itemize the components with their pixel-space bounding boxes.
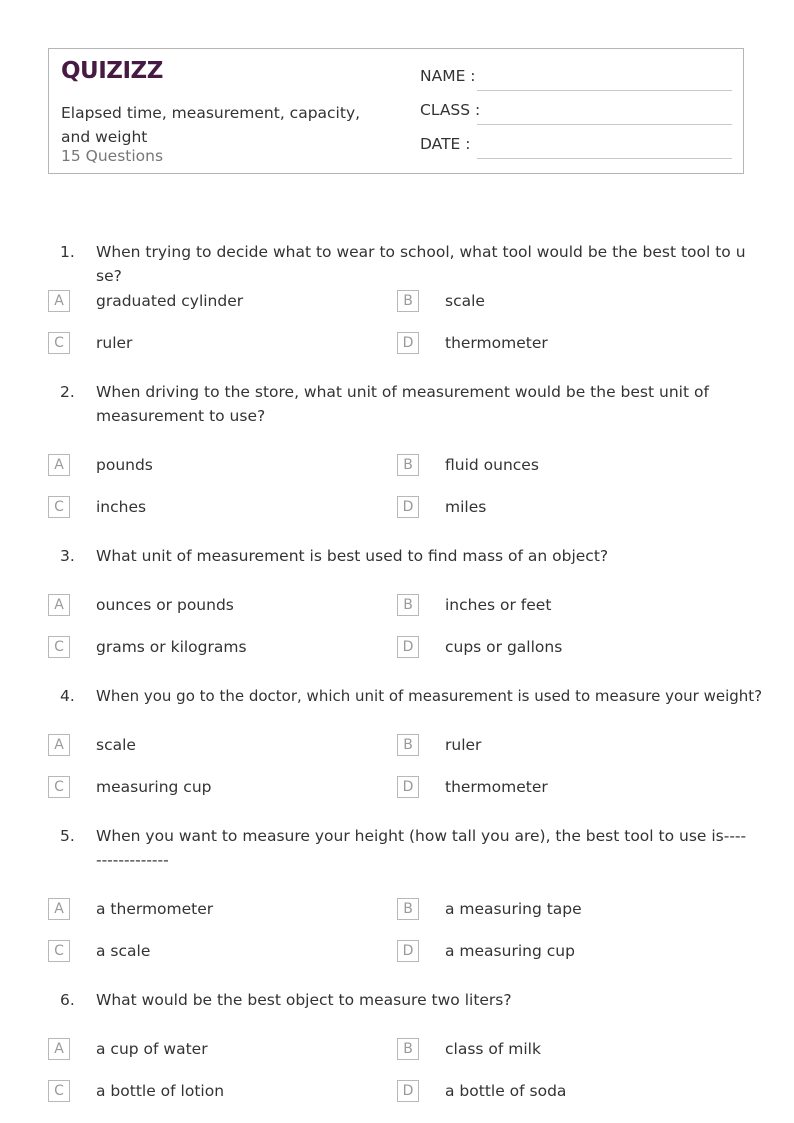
option-letter-box[interactable]: C [48,940,70,962]
option-text: ruler [445,736,482,754]
question-number: 5. [60,827,75,845]
class-line[interactable] [477,124,732,125]
option-text: a thermometer [96,900,214,918]
worksheet-header [48,48,744,174]
question-number: 6. [60,991,75,1009]
name-label: NAME : [420,67,476,85]
question-text: When trying to decide what to wear to school, what tool would be the best tool to use? [96,243,746,285]
option-text: ounces or pounds [96,596,234,614]
quizizz-logo: QUIZIZZ [61,58,163,84]
date-label: DATE : [420,135,471,153]
option-text: a scale [96,942,151,960]
option-text: cups or gallons [445,638,563,656]
date-field[interactable] [420,135,732,159]
option-text: scale [96,736,136,754]
option-letter-box[interactable]: D [397,776,419,798]
option-text: thermometer [445,778,548,796]
option-text: graduated cylinder [96,292,244,310]
question-number: 2. [60,383,75,401]
option-text: class of milk [445,1040,541,1058]
option-letter-box[interactable]: A [48,898,70,920]
option-letter-box[interactable]: B [397,454,419,476]
option-text: inches [96,498,147,516]
option-letter-box[interactable]: C [48,636,70,658]
date-line[interactable] [477,158,732,159]
name-line[interactable] [477,90,732,91]
option-text: a bottle of lotion [96,1082,225,1100]
option-letter-box[interactable]: A [48,734,70,756]
option-text: fluid ounces [445,456,539,474]
option-letter-box[interactable]: D [397,636,419,658]
question-text: When you want to measure your height (how tall you are), the best tool to use is----------------- [96,827,747,869]
question-text: When driving to the store, what unit of measurement would be the best unit of measurement to use? [96,383,709,425]
worksheet-title: Elapsed time, measurement, capacity, and weight [61,104,361,146]
option-letter-box[interactable]: D [397,332,419,354]
question-number: 3. [60,547,75,565]
name-field[interactable] [420,67,732,91]
option-letter-box[interactable]: D [397,1080,419,1102]
option-text: a measuring cup [445,942,575,960]
option-letter-box[interactable]: D [397,496,419,518]
question-count: 15 Questions [61,147,164,165]
option-text: pounds [96,456,153,474]
question-number: 4. [60,687,75,705]
option-letter-box[interactable]: C [48,332,70,354]
option-text: a cup of water [96,1040,208,1058]
option-letter-box[interactable]: A [48,594,70,616]
question-text: What unit of measurement is best used to find mass of an object? [96,547,609,565]
option-text: thermometer [445,334,548,352]
class-field[interactable] [420,101,732,125]
option-text: a measuring tape [445,900,582,918]
option-letter-box[interactable]: D [397,940,419,962]
option-letter-box[interactable]: B [397,594,419,616]
option-letter-box[interactable]: C [48,496,70,518]
option-text: inches or feet [445,596,552,614]
option-text: grams or kilograms [96,638,247,656]
option-letter-box[interactable]: B [397,290,419,312]
question-number: 1. [60,243,75,261]
option-text: ruler [96,334,133,352]
option-letter-box[interactable]: A [48,454,70,476]
option-letter-box[interactable]: C [48,776,70,798]
question-text: What would be the best object to measure two liters? [96,991,512,1009]
question-text: When you go to the doctor, which unit of measurement is used to measure your weight? [96,687,763,705]
option-text: measuring cup [96,778,212,796]
option-letter-box[interactable]: B [397,1038,419,1060]
class-label: CLASS : [420,101,481,119]
option-letter-box[interactable]: B [397,734,419,756]
option-letter-box[interactable]: C [48,1080,70,1102]
option-text: a bottle of soda [445,1082,567,1100]
option-letter-box[interactable]: A [48,290,70,312]
option-letter-box[interactable]: A [48,1038,70,1060]
option-text: scale [445,292,485,310]
option-letter-box[interactable]: B [397,898,419,920]
option-text: miles [445,498,487,516]
